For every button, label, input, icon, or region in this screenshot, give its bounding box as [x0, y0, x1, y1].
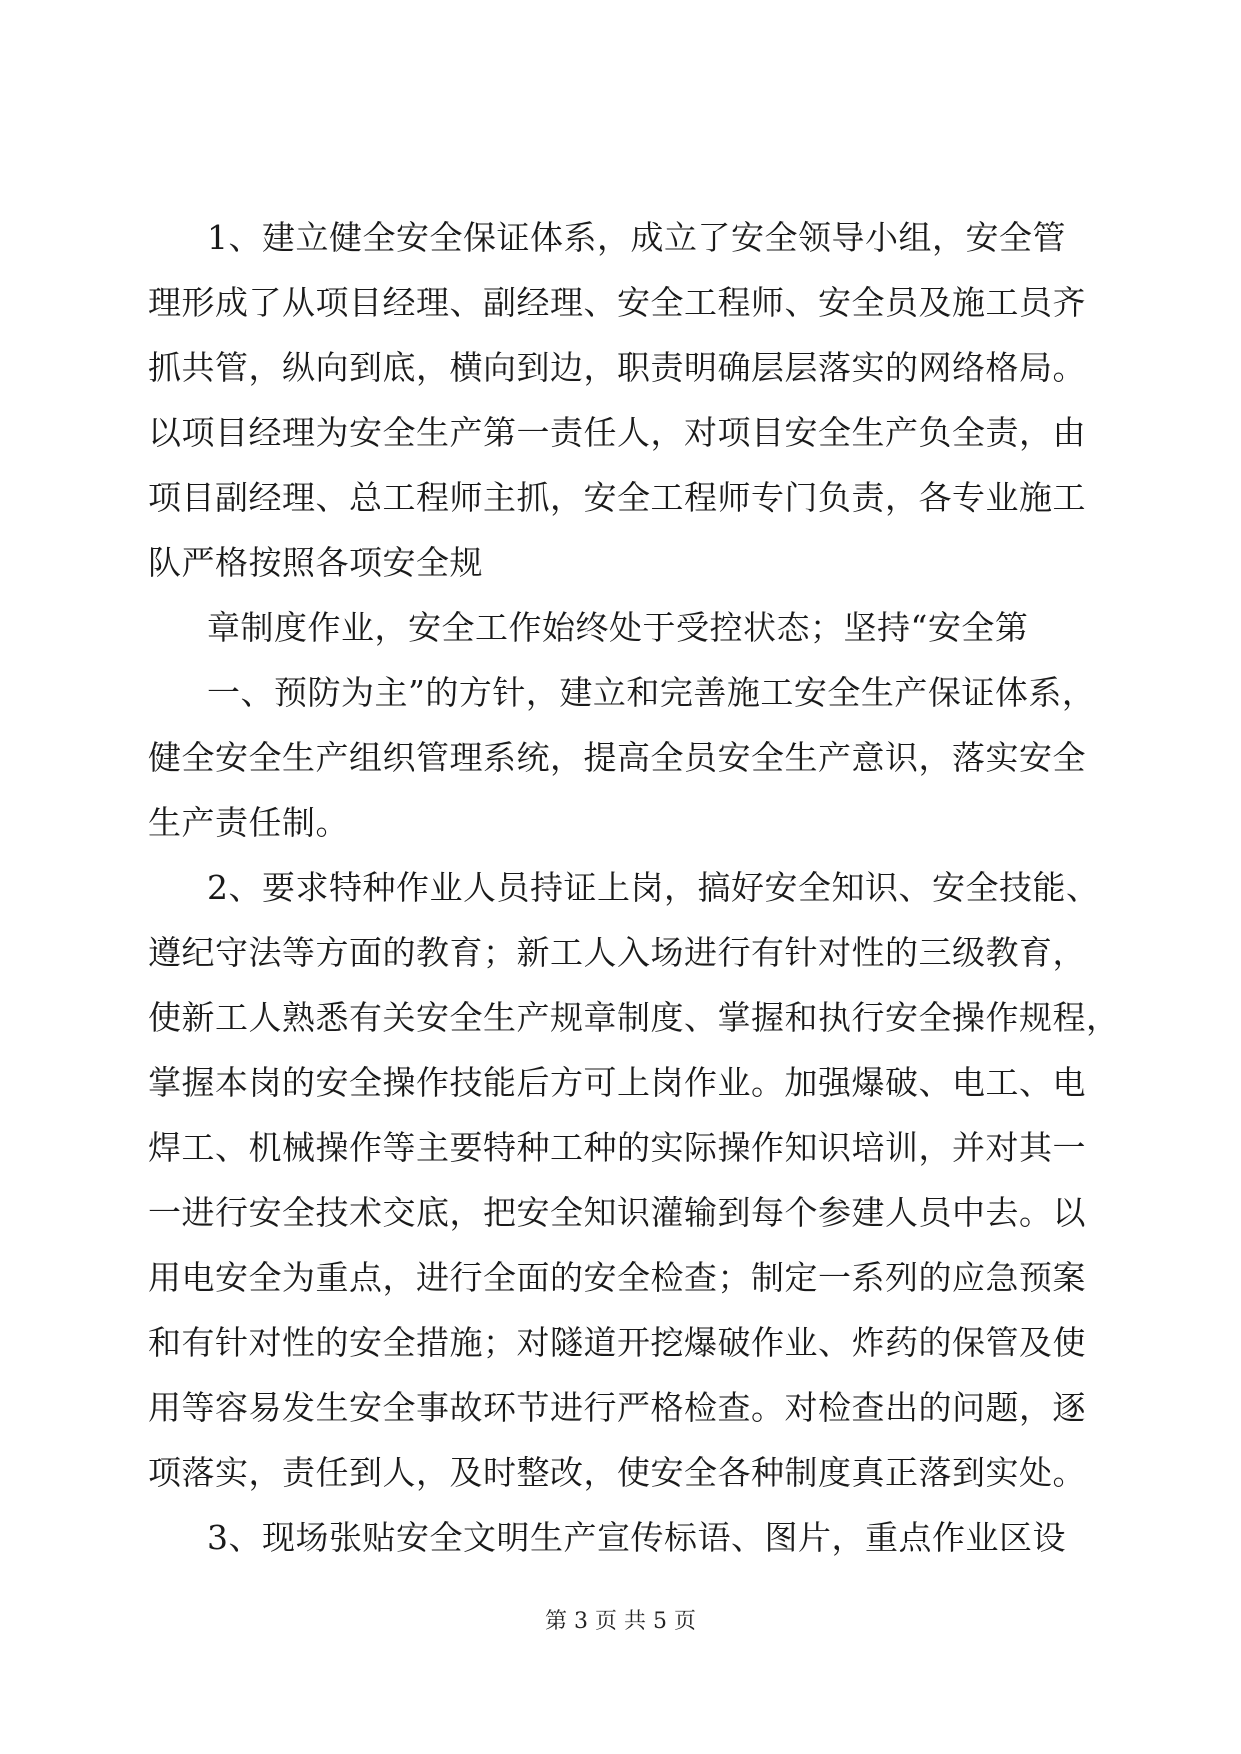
text-line: 以项目经理为安全生产第一责任人，对项目安全生产负全责，由	[148, 413, 1086, 452]
text-line: 一、预防为主”的方针，建立和完善施工安全生产保证体系，	[207, 673, 1096, 712]
text-line: 生产责任制。	[148, 803, 349, 842]
text-line: 使新工人熟悉有关安全生产规章制度、掌握和执行安全操作规程，	[148, 998, 1120, 1037]
text-line: 3、现场张贴安全文明生产宣传标语、图片，重点作业区设	[207, 1518, 1066, 1557]
text-line: 遵纪守法等方面的教育；新工人入场进行有针对性的三级教育，	[148, 933, 1086, 972]
text-line: 掌握本岗的安全操作技能后方可上岗作业。加强爆破、电工、电	[148, 1063, 1086, 1102]
text-line: 项落实，责任到人，及时整改，使安全各种制度真正落到实处。	[148, 1453, 1086, 1492]
text-line: 和有针对性的安全措施；对隧道开挖爆破作业、炸药的保管及使	[148, 1323, 1086, 1362]
page-number-footer: 第 3 页 共 5 页	[545, 1609, 696, 1634]
text-line: 1、建立健全安全保证体系，成立了安全领导小组，安全管	[207, 218, 1066, 257]
text-line: 项目副经理、总工程师主抓，安全工程师专门负责，各专业施工	[148, 478, 1086, 517]
text-line: 章制度作业，安全工作始终处于受控状态；坚持“安全第	[207, 608, 1029, 647]
text-line: 2、要求特种作业人员持证上岗，搞好安全知识、安全技能、	[207, 868, 1100, 907]
text-line: 焊工、机械操作等主要特种工种的实际操作知识培训，并对其一	[148, 1128, 1086, 1167]
text-line: 健全安全生产组织管理系统，提高全员安全生产意识，落实安全	[148, 738, 1086, 777]
text-line: 抓共管，纵向到底，横向到边，职责明确层层落实的网络格局。	[148, 348, 1086, 387]
text-line: 理形成了从项目经理、副经理、安全工程师、安全员及施工员齐	[148, 283, 1086, 322]
text-line: 队严格按照各项安全规	[148, 543, 483, 582]
text-line: 一进行安全技术交底，把安全知识灌输到每个参建人员中去。以	[148, 1193, 1086, 1232]
text-line: 用电安全为重点，进行全面的安全检查；制定一系列的应急预案	[148, 1258, 1086, 1297]
text-line: 用等容易发生安全事故环节进行严格检查。对检查出的问题，逐	[148, 1388, 1086, 1427]
